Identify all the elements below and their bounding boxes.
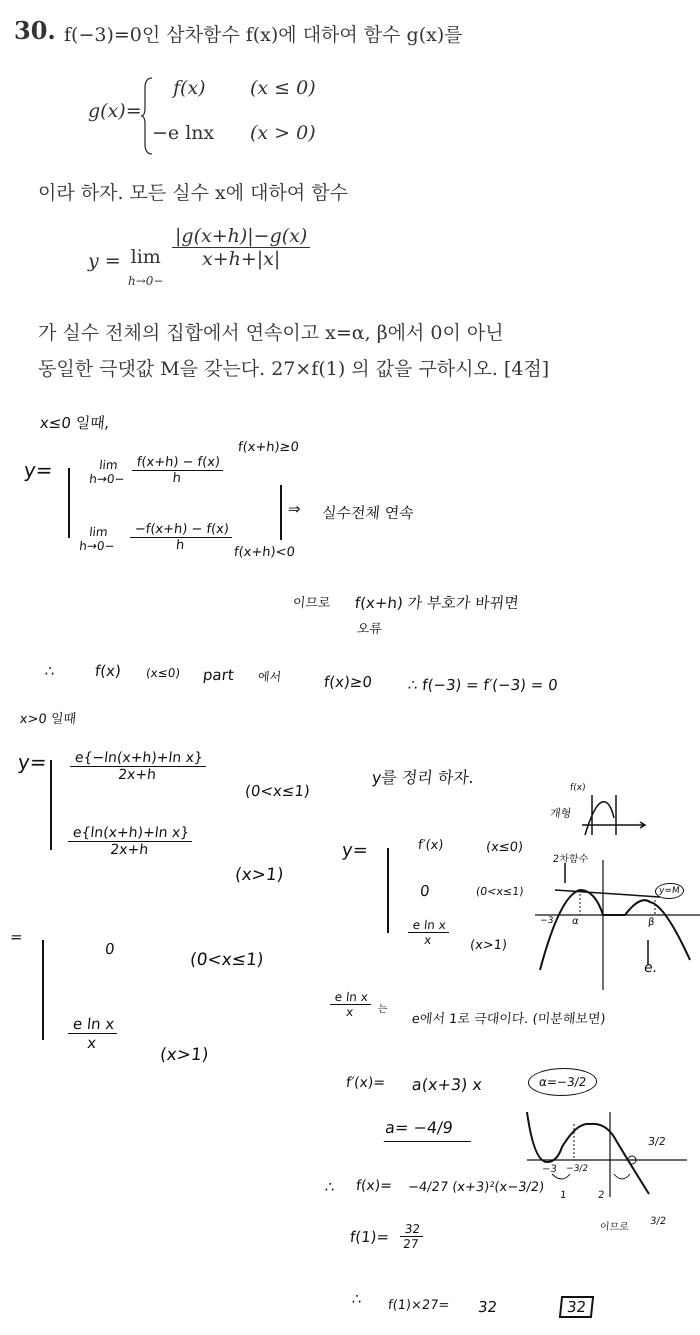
note: = xyxy=(9,928,24,946)
note-brace xyxy=(68,468,70,538)
note: α xyxy=(571,916,580,927)
note: 3/2 xyxy=(649,1216,667,1227)
note-fraction: $\frac{\text{e ln x}}{x}$ xyxy=(406,918,450,947)
piecewise-brace xyxy=(140,76,156,156)
note: e. xyxy=(643,960,658,976)
note: f(x)= xyxy=(355,1178,393,1194)
note: 3/2 xyxy=(647,1135,667,1148)
note: 이므로 xyxy=(292,596,332,611)
note: f(x) xyxy=(569,783,587,793)
note: 0 xyxy=(104,940,116,958)
note: y= xyxy=(22,458,54,482)
note: 개형 xyxy=(549,807,572,820)
note: ∴ xyxy=(324,1178,336,1196)
note-brace xyxy=(42,940,44,1040)
note: f′(x) xyxy=(417,838,445,853)
note: −3/2 xyxy=(565,1164,589,1174)
note: (x≤0) xyxy=(485,840,524,855)
note: part xyxy=(202,666,235,684)
note: a= −4/9 xyxy=(384,1118,474,1142)
case2-expr: −e lnx xyxy=(152,122,215,144)
note: ∴ xyxy=(44,662,56,680)
problem-line-4: 동일한 극댓값 M을 갖는다. 27×f(1) 의 값을 구하시오. [4점] xyxy=(38,358,550,380)
note: f′(x)= xyxy=(345,1075,386,1091)
note: y= xyxy=(16,750,48,774)
graph-sketch-1 xyxy=(535,855,700,990)
note: f(x) xyxy=(94,662,122,680)
graph-sketch-2 xyxy=(522,1112,692,1197)
note: (x>1) xyxy=(469,938,508,953)
note: x>0 일때 xyxy=(19,712,77,727)
note-brace xyxy=(280,485,282,540)
note: 오류 xyxy=(356,622,383,637)
note: (x>1) xyxy=(233,865,285,885)
note: ∴ xyxy=(351,1290,363,1308)
note: 2 xyxy=(597,1190,605,1201)
note: f(1)×27= xyxy=(387,1298,451,1313)
note-brace xyxy=(50,760,52,850)
case2-cond: (x > 0) xyxy=(250,122,316,144)
problem-line-1: f(−3)=0인 삼차함수 f(x)에 대하여 함수 g(x)를 xyxy=(64,24,463,46)
note-fraction: $\frac{\text{e ln x}}{x}$ xyxy=(66,1015,119,1052)
note: −4/27 (x+3)²(x−3/2) xyxy=(407,1180,545,1195)
y-label: y = xyxy=(88,250,121,272)
note: x≤0 일때, xyxy=(39,414,111,432)
note: −3 xyxy=(541,1164,558,1175)
note: 0 xyxy=(419,882,431,900)
note: f(x)≥0 xyxy=(323,673,373,691)
note: f(x+h)<0 xyxy=(233,545,296,560)
problem-number: 30. xyxy=(14,16,56,45)
note: (0<x≤1) xyxy=(188,950,265,970)
note: (0<x≤1) xyxy=(475,885,525,898)
final-answer: 32 xyxy=(559,1296,594,1318)
note: lim h→0− xyxy=(88,458,126,486)
note: e에서 1로 극대이다. (미분해보면) xyxy=(411,1012,607,1027)
case1-cond: (x ≤ 0) xyxy=(250,77,316,99)
note: α=−3/2 xyxy=(527,1068,599,1096)
note: y= xyxy=(340,840,369,861)
note-fraction: $\frac{\text{e\{−ln(x+h)+ln x\}}}{2x+h}$ xyxy=(68,750,207,783)
problem-line-2: 이라 하자. 모든 실수 x에 대하여 함수 xyxy=(38,182,348,204)
note: f(x+h)≥0 xyxy=(237,440,300,455)
note: y=M xyxy=(654,883,684,899)
note: (0<x≤1) xyxy=(244,782,311,800)
note: 실수전체 연속 xyxy=(321,504,415,522)
note-fraction: $\frac{f(x+h) - f(x)}{h}$ xyxy=(130,455,224,486)
note: β xyxy=(647,917,655,928)
note: f(1)= xyxy=(349,1228,391,1246)
limit-fraction: $\frac{|g(x+h)|-g(x)}{x+h+|x|}$ xyxy=(172,225,310,270)
note-fraction: $\frac{\text{e ln x}}{x}$ xyxy=(328,990,372,1019)
note: ⇒ xyxy=(287,500,302,518)
note: 2차함수 xyxy=(552,854,589,865)
note: 는 xyxy=(377,1004,389,1015)
note: (x≤0) xyxy=(145,666,181,680)
note-brace xyxy=(387,848,389,933)
note: (x>1) xyxy=(158,1045,210,1065)
note: 1 xyxy=(559,1190,567,1201)
note-fraction: $\frac{\text{e\{ln(x+h)+ln x\}}}{2x+h}$ xyxy=(66,825,194,858)
problem-line-3: 가 실수 전체의 집합에서 연속이고 x=α, β에서 0이 아닌 xyxy=(38,322,504,344)
note-fraction: $\frac{32}{27}$ xyxy=(398,1222,424,1251)
case1-expr: f(x) xyxy=(173,77,206,99)
note: ∴ f(−3) = f′(−3) = 0 xyxy=(407,676,559,694)
limit: lim h→0− xyxy=(128,246,164,288)
note: −3 xyxy=(539,916,554,926)
note: y를 정리 하자. xyxy=(370,768,475,787)
note: lim h→0− xyxy=(78,525,116,553)
note: 에서 xyxy=(257,670,282,684)
g-label: g(x)= xyxy=(88,100,142,122)
note: 32 xyxy=(477,1298,499,1316)
note: a(x+3) x xyxy=(411,1075,483,1094)
note: f(x+h) 가 부호가 바뀌면 xyxy=(354,594,520,612)
note-fraction: $\frac{-f(x+h) - f(x)}{h}$ xyxy=(128,522,233,553)
cubic-sketch-icon xyxy=(580,790,650,840)
note: 이므로 xyxy=(599,1222,630,1233)
